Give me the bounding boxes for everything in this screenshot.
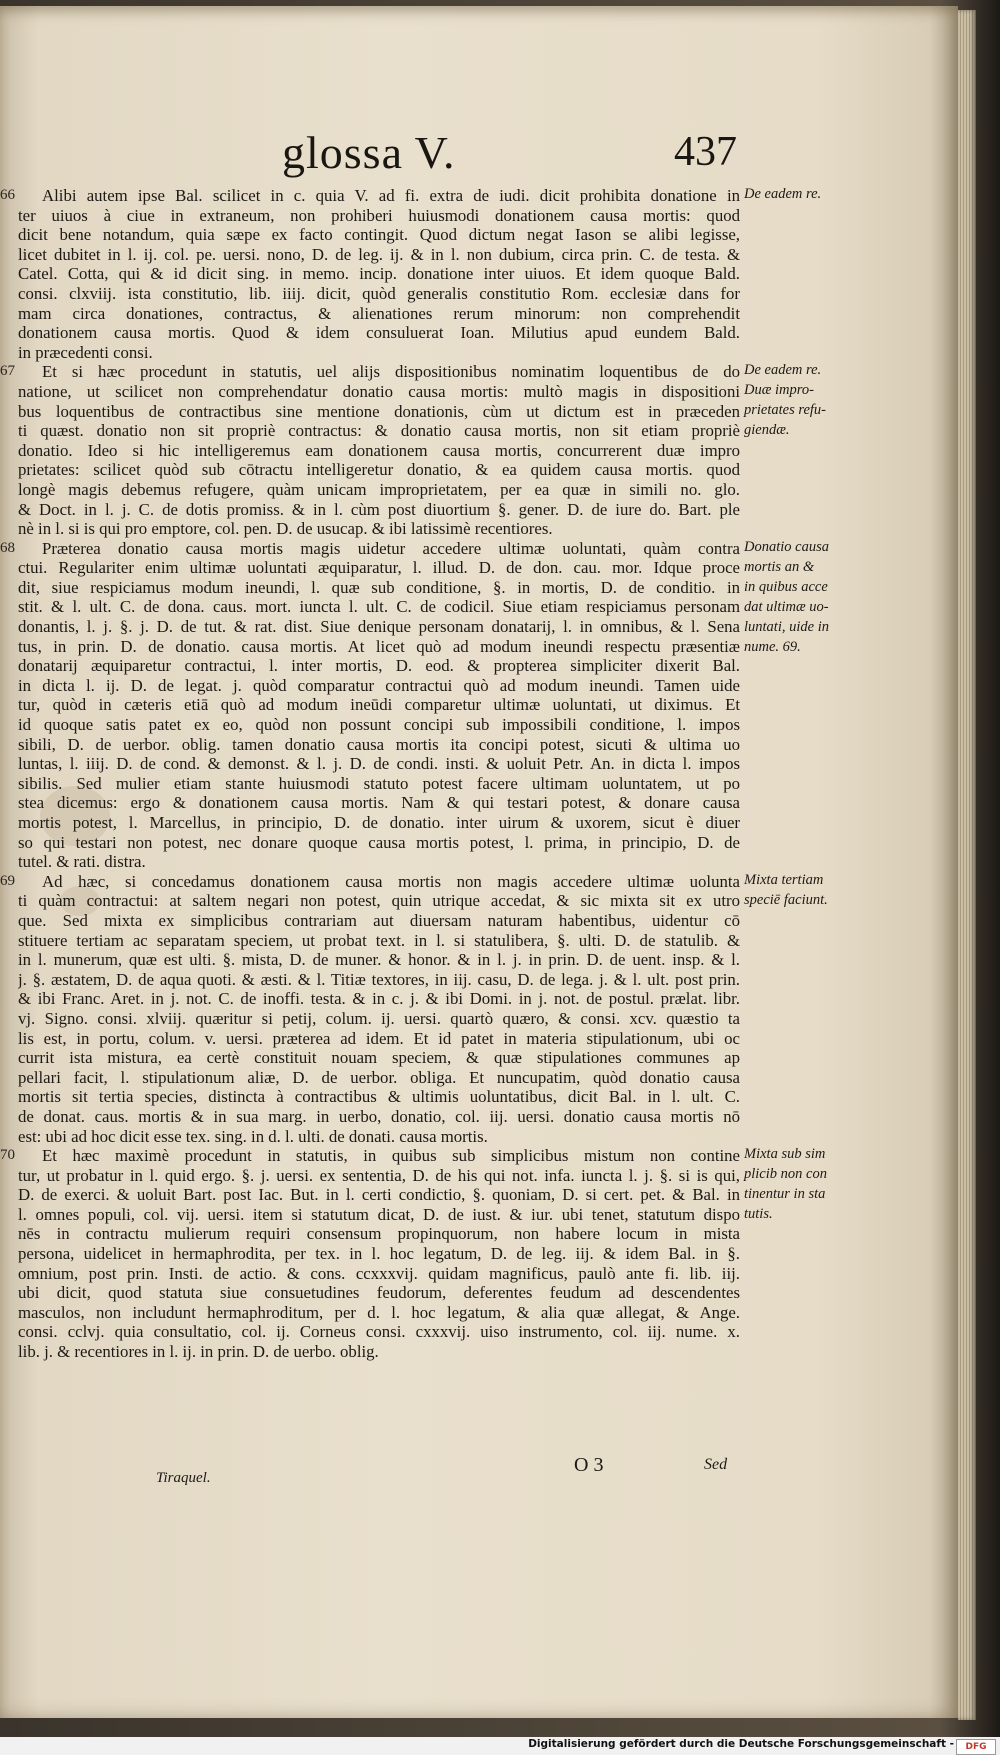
text-line: tur, quòd in cæteris etiā quò ad modum ineūdi comparetur ultimæ uoluntati, ut diximus. Et: [18, 695, 740, 715]
page-edge-stack: [958, 10, 976, 1720]
paragraph-number: 66: [0, 187, 15, 203]
marginal-note-line: mortis an &: [744, 558, 815, 575]
marginal-note: [744, 360, 848, 440]
marginal-note-line: tutis.: [744, 1206, 773, 1223]
text-line: ti quæst. donatio non sit propriè contractus: & donatio causa mortis, non sit etiam propriè: [18, 421, 740, 441]
text-line: vj. Signo. consi. xlviij. quæritur si petij, colum. ij. uersi. quartò quæro, & consi. xcv. quæstio ta: [18, 1008, 740, 1028]
text-line: consi. clxviij. ista constitutio, lib. iiij. dicit, quòd generalis constitutio Rom. ecclesiæ dans for: [18, 283, 740, 303]
text-line: ubi dicit, quod statuta siue consuetudines feudorum, deferentes feudum ad descendentes: [18, 1283, 740, 1303]
catchword: Sed: [704, 1456, 728, 1473]
marginal-note-line: Duæ impro-: [744, 382, 814, 399]
credit-text: Digitalisierung gefördert durch die Deutsche Forschungsgemeinschaft -: [528, 1738, 954, 1750]
book-page: [0, 6, 958, 1718]
text-line: est: ubi ad hoc dicit esse tex. sing. in d. l. ulti. de donati. causa mortis.: [18, 1126, 488, 1146]
page-header: [0, 126, 958, 186]
text-line: stituere tertiam ac separatam speciem, ut probat text. in l. si statuliberа, §. ulti. D. de statulib. &: [18, 930, 740, 950]
credit-bar: [0, 1737, 1000, 1755]
marginal-note-line: giendæ.: [744, 422, 790, 439]
text-line: id quoque satis patet ex eo, quòd non possunt concipi sub impossibili conditione, l. impos: [18, 715, 740, 735]
paragraph-number: 70: [0, 1147, 15, 1164]
text-line: mortis sit tertia species, distincta à contractibus & ultimis uoluntatibus, dicit Bal. in l. ult. C.: [18, 1087, 740, 1107]
marginal-note-line: Donatio causa: [744, 538, 829, 555]
text-line: Catel. Cotta, qui & id dicit sing. in memo. incip. donatione inter uiuos. Et idem quoque Bald.: [18, 264, 740, 284]
text-line: masculos, non includunt hermaphroditum, per d. l. hoc legatum, & alia quæ allegat, & Ange.: [18, 1302, 740, 1322]
text-paragraph: [0, 1146, 740, 1362]
text-line: longè magis debemus refugere, quàm unicam improprietatem, per ea quæ in simili no. glo.: [18, 479, 740, 499]
marginal-note: [744, 870, 848, 910]
text-line: D. de exerci. & uoluit Bart. post Iac. But. in l. certi condictio, §. quoniam, D. si cert. pet. & Bal. in: [18, 1185, 740, 1205]
text-line: Alibi autem ipse Bal. scilicet in c. quia V. ad fi. extra de iudi. dicit prohibita donatione in: [42, 186, 740, 205]
paragraph-number: 67: [0, 363, 15, 380]
text-line: bus loquentibus de contractibus sine mentione donationis, cùm ut dictum est in præceden: [18, 401, 740, 421]
marginal-note-line: dat ultimæ uo-: [744, 598, 829, 615]
text-line: omnium, post prin. Insti. de actio. & cons. ccxxxvij. quidam magnificus, paulò ante fi. lib. iij.: [18, 1263, 740, 1283]
marginal-note-line: speciē faciunt.: [744, 892, 828, 908]
text-line: tutel. & rati. distra.: [18, 852, 146, 872]
text-line: dicit bene notandum, quia sæpe ex facto contingit. Quod dictum negat Iason se alibi legisse,: [18, 225, 740, 245]
text-line: luntas, l. iiij. D. de cond. & demonst. & l. j. D. de condi. insti. & uoluit Petr. An. in dicta l. impos: [18, 754, 740, 774]
marginal-note-line: tinentur in sta: [744, 1186, 826, 1203]
text-line: donatarij æquiparetur contractui, l. inter mortis, D. eod. & propterea simpliciter dixerit Bal.: [18, 656, 740, 676]
text-line: Et si hæc procedunt in statutis, uel alijs dispositionibus nominatim loquentibus de do: [42, 362, 740, 382]
marginal-note-line: Mixta tertiam: [744, 872, 824, 888]
text-line: lis est, in portu, colum. v. uersi. præterea ad idem. Et id patet in materia stipulationum, ubi oc: [18, 1028, 740, 1048]
text-line: prietates: scilicet quòd sub cōtractu intelligeretur donatio, & ea quidem causa mortis. quod: [18, 460, 740, 480]
marginal-note-line: plicib non con: [744, 1166, 827, 1183]
text-line: pellari facit, l. stipulationum aliæ, D. de uerbor. obliga. Et nuncupatim, quòd donatio causa: [18, 1067, 740, 1087]
paragraph-number: 68: [0, 539, 15, 556]
text-paragraph: [0, 871, 740, 1146]
marginal-note-line: luntati, uide in: [744, 618, 829, 635]
marginal-note: [744, 537, 848, 657]
text-line: & Doct. in l. j. C. de dotis promiss. & in l. cùm post diuortium §. gener. D. de iure do. Bart. ple: [18, 499, 740, 519]
text-line: sibili, D. de uerbor. oblig. tamen donatio causa mortis ita concipi potest, sicuti & ultima uo: [18, 734, 740, 754]
marginal-note-line: De eadem re.: [744, 362, 822, 379]
text-line: in l. munerum, quæ est ulti. §. mista, D. de muner. & honor. & in l. j. in prin. D. de uent. insp. & l.: [18, 950, 740, 970]
text-line: tus, in prin. D. de donatio. causa mortis. At licet quò ad modum ineundi respectu præsentiæ: [18, 636, 740, 656]
marginal-note-line: De eadem re.: [744, 186, 822, 202]
marginal-note-line: prietates refu-: [744, 402, 827, 419]
text-line: ter uiuos à ciue in extraneum, non prohiberi huiusmodi donationem causa mortis: quod: [18, 205, 740, 225]
text-line: persona, uidelicet in hermaphrodita, per tex. in l. hoc legatum, D. de leg. iij. & idem Bal. in §.: [18, 1244, 740, 1264]
text-line: j. §. æstatem, D. de aqua quoti. & æsti. & l. Titiæ textores, in iij. casu, D. de lega. j. & l. ult. post prin.: [18, 969, 740, 989]
text-line: consi. cclvj. quia consultatio, col. ij. Corneus consi. cxxxvij. uiso instrumento, col. iij. nume. x.: [18, 1322, 740, 1342]
marginal-note: [744, 1144, 848, 1224]
signature-mark: O 3: [574, 1454, 604, 1476]
text-line: stit. & l. ult. C. de dona. caus. mort. iuncta l. ult. C. de codicil. Siue etiam respiciamus personam: [18, 597, 740, 617]
text-line: Præterea donatio causa mortis magis uidetur accedere ultimæ uoluntati, quàm contra: [42, 538, 740, 558]
dfg-logo: DFG: [956, 1739, 996, 1755]
text-line: ctui. Regulariter enim ultimæ uoluntati æquiparatur, l. illud. D. de don. cau. mor. Idque proce: [18, 558, 740, 578]
text-line: so qui testari non potest, nec donare quoque causa mortis potest, l. prima, in principio, D. de: [18, 832, 740, 852]
text-line: que. Sed mixta ex simplicibus contrariam aut diuersam naturam habentibus, uidentur cō: [18, 910, 740, 930]
text-line: lib. j. & recentiores in l. ij. in prin. D. de uerbo. oblig.: [18, 1342, 379, 1362]
text-line: tur, ut probatur in l. quid ergo. §. j. uersi. ex sententia, D. de his qui not. infa. iuncta l. j. §. si is qui,: [18, 1165, 740, 1185]
text-line: natione, ut scilicet non comprehendatur donatio causa mortis: multò magis in dispositioni: [18, 381, 740, 401]
marginal-note: [744, 184, 848, 204]
text-line: in dicta l. ij. D. de legat. j. quòd comparatur contractui quò ad modum ineundi. Tamen uide: [18, 675, 740, 695]
text-paragraph: [0, 186, 740, 362]
text-line: currit ista mistura, ea certè constituit nouam speciem, & quæ stipulationes communes ap: [18, 1048, 740, 1068]
running-title: glossa V.: [282, 127, 456, 178]
text-line: de donat. caus. mortis & in sua marg. in uerbo, donatio, col. iij. uersi. donatio causa mortis nō: [18, 1106, 740, 1126]
text-line: & ibi Franc. Aret. in j. not. C. de inoffi. testa. & in c. j. & ibi Domi. in j. not. de postul. prælat. libr.: [18, 989, 740, 1009]
text-line: l. omnes populi, col. vij. uersi. item si statutum dicat, D. de iust. & iur. ubi tenet, statutum dispo: [18, 1204, 740, 1224]
text-line: mam circa donationes, contractus, & alienationes rerum minorum: non comprehendit: [18, 303, 740, 323]
marginal-note-line: Mixta sub sim: [744, 1146, 826, 1163]
text-line: sibilis. Sed mulier etiam stante huiusmodi statuto potest facere ultimam uoluntatem, ut po: [18, 773, 740, 793]
text-line: Ad hæc, si concedamus donationem causa mortis non magis accedere ultimæ uolunta: [42, 871, 740, 891]
text-line: ti quàm contractui: at saltem negari non potest, quin utrique accedat, & sic mixta sit ex utro: [18, 891, 740, 911]
text-paragraph: [0, 362, 740, 539]
text-line: nēs in contractu mulierum requiri consensum propinquorum, non habere locum in mista: [18, 1224, 740, 1244]
text-line: licet dubitet in l. ij. col. pe. uersi. nono, D. de leg. ij. & in l. non dubium, circa prin. C. de testa. &: [18, 244, 740, 264]
marginal-note-line: in quibus acce: [744, 578, 828, 595]
text-line: mortis potest, l. Marcellus, in principio, D. de donatio. inter uirum & uxorem, sicut è diuer: [18, 813, 740, 832]
text-line: Et hæc maximè procedunt in statutis, in quibus sub simplicibus mistum non contine: [42, 1146, 740, 1166]
paragraph-number: 69: [0, 872, 15, 889]
text-line: donatio. Ideo si hic intelligeremus eam donationem causa mortis, concurrerent duæ impro: [18, 440, 740, 460]
text-line: in præcedenti consi.: [18, 342, 153, 362]
author-footer: Tiraquel.: [156, 1470, 211, 1486]
text-line: dit, siue respiciamus modum ineundi, l. quæ sub conditione, §. in mortis, D. de conditio. in: [18, 577, 740, 597]
main-text-column: [0, 186, 740, 1362]
text-line: donationem causa mortis. Quod & idem consuluerat Ioan. Milutius apud eundem Bald.: [18, 323, 740, 343]
text-line: donantis, l. j. §. j. D. de tut. & rat. dist. Siue denique personam donatarij, l. in omnibus, & l. Sena: [18, 617, 740, 637]
text-paragraph: [0, 538, 740, 872]
text-line: stea dicemus: ergo & donationem causa mortis. Nam & qui testari potest, & donare causa: [18, 793, 740, 813]
marginal-note-line: nume. 69.: [744, 638, 801, 655]
page-number: 437: [674, 129, 737, 175]
text-line: nè in l. si is qui pro emptore, col. pen. D. de usucap. & ibi latissimè recentiores.: [18, 519, 553, 539]
